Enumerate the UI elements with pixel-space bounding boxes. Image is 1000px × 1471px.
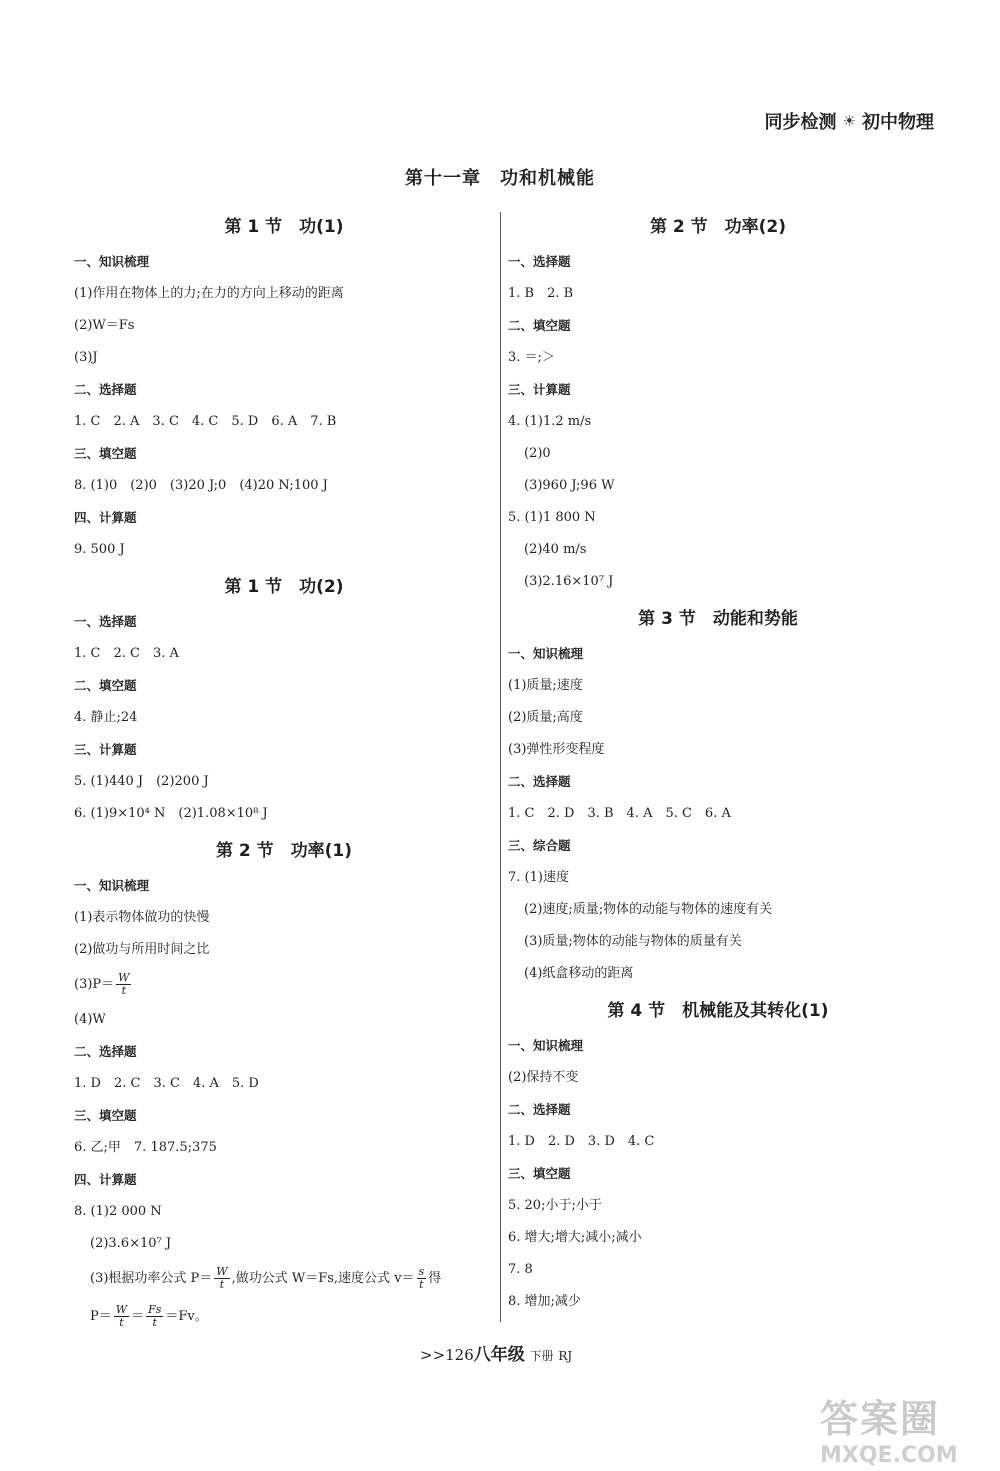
answer-line: 6. 增大;增大;减小;减小	[508, 1230, 642, 1245]
answer-line: 8. 增加;减少	[508, 1294, 581, 1309]
answer-line: 6. (1)9×10⁴ N (2)1.08×10⁸ J	[74, 806, 268, 821]
answer-line: (1)质量;速度	[508, 678, 583, 693]
numerator: Fs	[148, 1303, 162, 1316]
section-title: 第 1 节 功(1)	[224, 217, 344, 237]
answer-line: 1. C 2. A 3. C 4. C 5. D 6. A 7. B	[74, 414, 337, 429]
subsection-heading: 三、综合题	[508, 838, 571, 853]
watermark-logo	[820, 1388, 990, 1468]
sun-icon: ☀	[842, 112, 856, 130]
numerator: W	[118, 971, 130, 984]
answer-line: (2)速度;质量;物体的动能与物体的速度有关	[524, 902, 773, 917]
subsection-heading: 四、计算题	[74, 510, 137, 525]
answer-line: 4. (1)1.2 m/s	[508, 414, 592, 429]
answer-line: 6. 乙;甲 7. 187.5;375	[74, 1140, 217, 1155]
formula-line	[74, 1260, 494, 1298]
chapter-title: 第十一章 功和机械能	[405, 168, 595, 189]
series-title: 同步检测	[764, 112, 837, 133]
numerator: s	[418, 1265, 425, 1278]
answer-line: (2)保持不变	[508, 1070, 579, 1085]
formula-text: 得	[428, 1271, 442, 1286]
formula-text: ＝Fv。	[165, 1309, 208, 1324]
formula-line	[74, 966, 494, 1004]
subsection-heading: 二、填空题	[74, 678, 137, 693]
fraction	[114, 1304, 129, 1329]
subsection-heading: 一、知识梳理	[74, 878, 150, 893]
subsection-heading: 一、知识梳理	[74, 254, 150, 269]
section-title: 第 4 节 机械能及其转化(1)	[607, 1001, 829, 1021]
numerator: W	[216, 1265, 228, 1278]
answer-line: 5. (1)1 800 N	[508, 510, 596, 525]
answer-line: 7. 8	[508, 1262, 533, 1277]
answer-line: 1. D 2. D 3. D 4. C	[508, 1134, 655, 1149]
subsection-heading: 三、计算题	[74, 742, 137, 757]
formula-text: ,做功公式 W＝Fs,速度公式 v＝	[231, 1271, 415, 1286]
subsection-heading: 三、填空题	[74, 1108, 137, 1123]
answer-line: 1. B 2. B	[508, 286, 574, 301]
denominator: t	[121, 984, 127, 997]
right-column	[508, 212, 928, 1318]
watermark-chars: 答案圈	[820, 1397, 941, 1441]
answer-line: 1. D 2. C 3. C 4. A 5. D	[74, 1076, 259, 1091]
subsection-heading: 一、选择题	[74, 614, 137, 629]
answer-line: (3)质量;物体的动能与物体的质量有关	[524, 934, 742, 949]
denominator: t	[152, 1316, 157, 1329]
answer-line: 4. 静止;24	[74, 710, 138, 725]
answer-line: (2)质量;高度	[508, 710, 583, 725]
subsection-heading: 二、选择题	[74, 1044, 137, 1059]
subsection-heading: 三、计算题	[508, 382, 571, 397]
answer-line: (2)40 m/s	[524, 542, 587, 557]
answer-line: 1. C 2. D 3. B 4. A 5. C 6. A	[508, 806, 731, 821]
column-divider	[500, 212, 501, 1322]
answer-line: (2)做功与所用时间之比	[74, 942, 210, 957]
page-header	[765, 108, 934, 134]
fraction	[214, 1266, 229, 1291]
subject-title: 初中物理	[862, 112, 934, 133]
formula-text: ＝	[131, 1309, 145, 1324]
denominator: t	[419, 1278, 424, 1291]
answer-line: (2)3.6×10⁷ J	[90, 1236, 172, 1251]
fraction	[417, 1266, 427, 1291]
answer-line: 5. 20;小于;小于	[508, 1198, 602, 1213]
formula-line	[74, 1298, 494, 1336]
answer-line: (4)纸盒移动的距离	[524, 966, 634, 981]
page-footer	[420, 1340, 572, 1365]
subsection-heading: 二、选择题	[74, 382, 137, 397]
section-title: 第 2 节 功率(1)	[215, 841, 353, 861]
subsection-heading: 一、知识梳理	[508, 646, 584, 661]
edition-label: RJ	[558, 1349, 573, 1363]
subsection-heading: 三、填空题	[508, 1166, 571, 1181]
subsection-heading: 四、计算题	[74, 1172, 137, 1187]
section-title: 第 1 节 功(2)	[224, 577, 344, 597]
arrows-icon: >>	[420, 1346, 446, 1364]
left-column	[74, 212, 494, 1336]
answer-line: 8. (1)0 (2)0 (3)20 J;0 (4)20 N;100 J	[74, 478, 328, 493]
answer-line: 7. (1)速度	[508, 870, 569, 885]
formula-text: (3)根据功率公式 P＝	[90, 1271, 213, 1286]
fraction	[116, 972, 131, 997]
answer-line: 3. ＝;＞	[508, 350, 555, 365]
denominator: t	[119, 1316, 124, 1329]
volume-label: 下册	[529, 1349, 554, 1363]
subsection-heading: 一、知识梳理	[508, 1038, 584, 1053]
formula-text: P＝	[90, 1309, 112, 1324]
answer-line: 9. 500 J	[74, 542, 125, 557]
watermark-url: MXQE.COM	[820, 1443, 958, 1468]
formula-text: (3)P＝	[74, 977, 115, 992]
numerator: W	[115, 1303, 128, 1316]
answer-line: (1)表示物体做功的快慢	[74, 910, 210, 925]
answer-line: (2)0	[524, 446, 551, 461]
grade-label: 八年级	[473, 1345, 525, 1365]
subsection-heading: 一、选择题	[508, 254, 571, 269]
section-title: 第 3 节 动能和势能	[638, 609, 798, 629]
answer-line: (3)960 J;96 W	[524, 478, 615, 493]
answer-line: (2)W＝Fs	[74, 318, 135, 333]
answer-line: (4)W	[74, 1012, 106, 1027]
subsection-heading: 二、选择题	[508, 774, 571, 789]
subsection-heading: 三、填空题	[74, 446, 137, 461]
answer-line: 1. C 2. C 3. A	[74, 646, 179, 661]
subsection-heading: 二、填空题	[508, 318, 571, 333]
fraction	[146, 1304, 163, 1329]
answer-line: (3)2.16×10⁷ J	[524, 574, 614, 589]
page-number: 126	[445, 1346, 474, 1364]
denominator: t	[219, 1278, 225, 1291]
answer-line: 5. (1)440 J (2)200 J	[74, 774, 209, 789]
section-title: 第 2 节 功率(2)	[649, 217, 787, 237]
answer-line: (3)J	[74, 350, 98, 365]
answer-line: 8. (1)2 000 N	[74, 1204, 162, 1219]
answer-line: (1)作用在物体上的力;在力的方向上移动的距离	[74, 286, 344, 301]
answer-line: (3)弹性形变程度	[508, 742, 605, 757]
subsection-heading: 二、选择题	[508, 1102, 571, 1117]
